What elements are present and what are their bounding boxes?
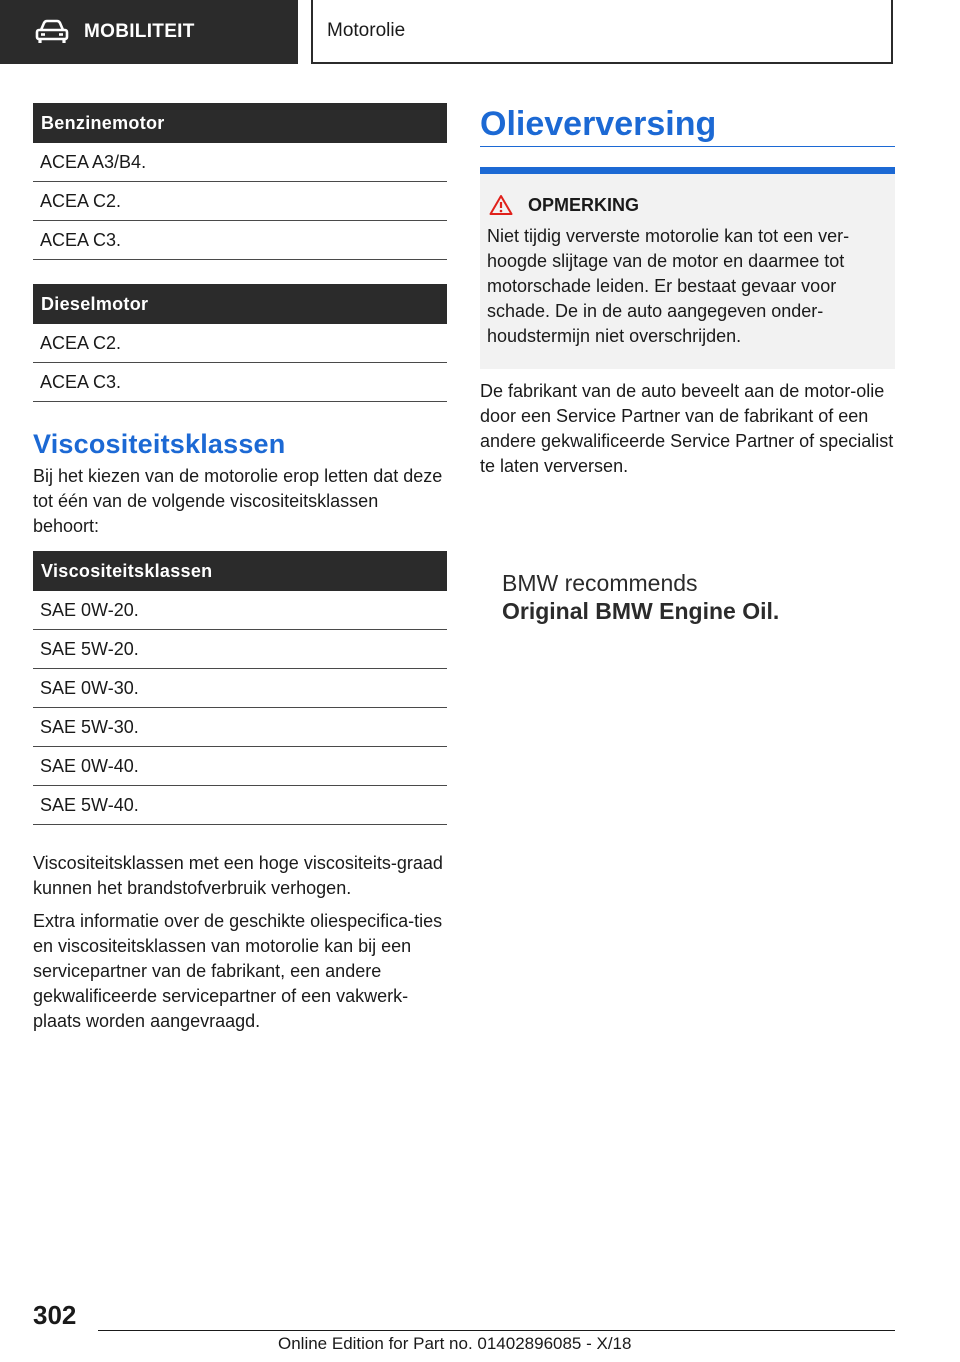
viscosity-intro: Bij het kiezen van de motorolie erop letten dat deze tot één van de volgende viscositeitsklassen behoort: bbox=[33, 466, 443, 536]
page-title: Olieverversing bbox=[480, 105, 717, 143]
viscosity-table bbox=[33, 551, 447, 825]
warning-icon bbox=[489, 194, 513, 216]
table-row: SAE 0W-40. bbox=[33, 747, 447, 786]
table-row: SAE 0W-20. bbox=[33, 591, 447, 630]
topic-label: Motorolie bbox=[327, 20, 406, 41]
table-header: Benzinemotor bbox=[33, 103, 447, 143]
notice-text: Niet tijdig ververste motorolie kan tot een ver-hoogde slijtage van de motor en daarmee tot motorschade leiden. Er bestaat gevaar voor schade. De in de auto aangegeven onder-houdstermijn niet overschrijden. bbox=[487, 226, 850, 346]
table-row: SAE 0W-30. bbox=[33, 669, 447, 708]
notice-heading bbox=[489, 194, 887, 216]
table-row: SAE 5W-30. bbox=[33, 708, 447, 747]
right-column bbox=[480, 103, 895, 479]
page-number: 302 bbox=[33, 1300, 77, 1330]
notice-title: OPMERKING bbox=[528, 194, 640, 215]
section-tab[interactable] bbox=[0, 0, 298, 64]
viscosity-info: Extra informatie over de geschikte oliespecifica-ties en viscositeitsklassen van motorolie kan bij een servicepartner van de fabrikant, een andere gekwalificeerde servicepartner of een vakwerk-plaats worden aangevraagd. bbox=[33, 911, 443, 1031]
footer-edition: Online Edition for Part no. 01402896085 - X/18 bbox=[278, 1334, 632, 1353]
table-row: ACEA C3. bbox=[33, 221, 447, 260]
section-label: MOBILITEIT bbox=[84, 21, 195, 42]
section-heading: Viscositeitsklassen bbox=[33, 429, 286, 459]
viscosity-note: Viscositeitsklassen met een hoge viscositeits-graad kunnen het brandstofverbruik verhogen. bbox=[33, 853, 443, 898]
left-column bbox=[33, 103, 447, 1034]
diesel-engine-table bbox=[33, 284, 447, 402]
table-row: ACEA C2. bbox=[33, 182, 447, 221]
logo-line-1: BMW recommends bbox=[502, 570, 698, 596]
title-divider bbox=[480, 146, 895, 147]
table-row: ACEA C2. bbox=[33, 324, 447, 363]
table-row: ACEA C3. bbox=[33, 363, 447, 402]
oil-change-text: De fabrikant van de auto beveelt aan de motor-olie door een Service Partner van de fabrikant of een andere gekwalificeerde Service Partner of specialist te laten verversen. bbox=[480, 381, 894, 476]
notice-box bbox=[480, 167, 895, 369]
table-header: Viscositeitsklassen bbox=[33, 551, 447, 591]
bmw-oil-logo bbox=[502, 569, 832, 625]
table-header: Dieselmotor bbox=[33, 284, 447, 324]
car-icon bbox=[34, 18, 70, 46]
petrol-engine-table bbox=[33, 103, 447, 260]
table-row: SAE 5W-40. bbox=[33, 786, 447, 825]
footer-divider bbox=[98, 1330, 895, 1331]
logo-line-2: Original BMW Engine Oil. bbox=[502, 598, 780, 624]
table-row: SAE 5W-20. bbox=[33, 630, 447, 669]
table-row: ACEA A3/B4. bbox=[33, 143, 447, 182]
topic-header bbox=[311, 0, 893, 64]
